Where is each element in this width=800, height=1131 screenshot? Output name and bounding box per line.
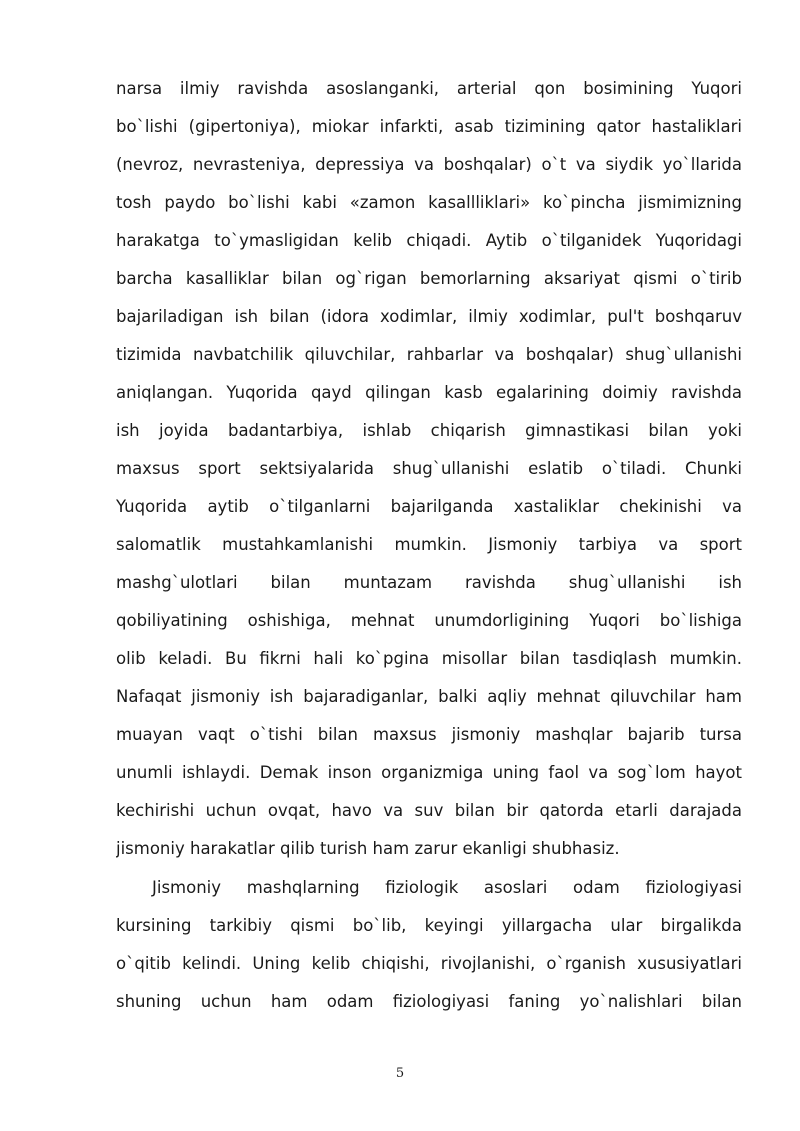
text-line: unumli ishlaydi. Demak inson organizmiga uning faol va sog`lom hayot (116, 763, 742, 782)
text-line: Yuqorida aytib o`tilganlarni bajarilganda xastaliklar chekinishi va (116, 497, 742, 516)
text-line: olib keladi. Bu fikrni hali ko`pgina misollar bilan tasdiqlash mumkin. (116, 649, 742, 668)
text-line: aniqlangan. Yuqorida qayd qilingan kasb egalarining doimiy ravishda (116, 383, 742, 402)
text-line: ish joyida badantarbiya, ishlab chiqarish gimnastikasi bilan yoki (116, 421, 742, 440)
text-line: narsa ilmiy ravishda asoslanganki, arterial qon bosimining Yuqori (116, 79, 742, 98)
text-line: kursining tarkibiy qismi bo`lib, keyingi yillargacha ular birgalikda (116, 916, 742, 935)
text-line: bajariladigan ish bilan (idora xodimlar, ilmiy xodimlar, pul't boshqaruv (116, 307, 742, 326)
text-line: Jismoniy mashqlarning fiziologik asoslari odam fiziologiyasi (152, 878, 742, 897)
text-line: muayan vaqt o`tishi bilan maxsus jismoniy mashqlar bajarib tursa (116, 725, 742, 744)
text-line: bo`lishi (gipertoniya), miokar infarkti, asab tizimining qator hastaliklari (116, 117, 742, 136)
paragraph-1 (116, 70, 742, 868)
text-line: harakatga to`ymasligidan kelib chiqadi. Aytib o`tilganidek Yuqoridagi (116, 231, 742, 250)
text-line: (nevroz, nevrasteniya, depressiya va boshqalar) o`t va siydik yo`llarida (116, 155, 742, 174)
document-page (116, 70, 742, 1021)
text-line: kechirishi uchun ovqat, havo va suv bilan bir qatorda etarli darajada (116, 801, 742, 820)
text-line: shuning uchun ham odam fiziologiyasi faning yo`nalishlari bilan (116, 992, 742, 1011)
text-line: o`qitib kelindi. Uning kelib chiqishi, rivojlanishi, o`rganish xususiyatlari (116, 954, 742, 973)
text-line: qobiliyatining oshishiga, mehnat unumdorligining Yuqori bo`lishiga (116, 611, 742, 630)
text-line: Nafaqat jismoniy ish bajaradiganlar, balki aqliy mehnat qiluvchilar ham (116, 687, 742, 706)
text-line: tizimida navbatchilik qiluvchilar, rahbarlar va boshqalar) shug`ullanishi (116, 345, 742, 364)
text-line: barcha kasalliklar bilan og`rigan bemorlarning aksariyat qismi o`tirib (116, 269, 742, 288)
page-number: 5 (395, 1066, 405, 1081)
text-line: mashg`ulotlari bilan muntazam ravishda shug`ullanishi ish (116, 573, 742, 592)
text-line: maxsus sport sektsiyalarida shug`ullanishi eslatib o`tiladi. Chunki (116, 459, 742, 478)
text-line: tosh paydo bo`lishi kabi «zamon kasallliklari» ko`pincha jismimizning (116, 193, 742, 212)
text-line: jismoniy harakatlar qilib turish ham zarur ekanligi shubhasiz. (116, 839, 620, 858)
paragraph-2 (116, 869, 742, 1021)
text-line: salomatlik mustahkamlanishi mumkin. Jismoniy tarbiya va sport (116, 535, 742, 554)
